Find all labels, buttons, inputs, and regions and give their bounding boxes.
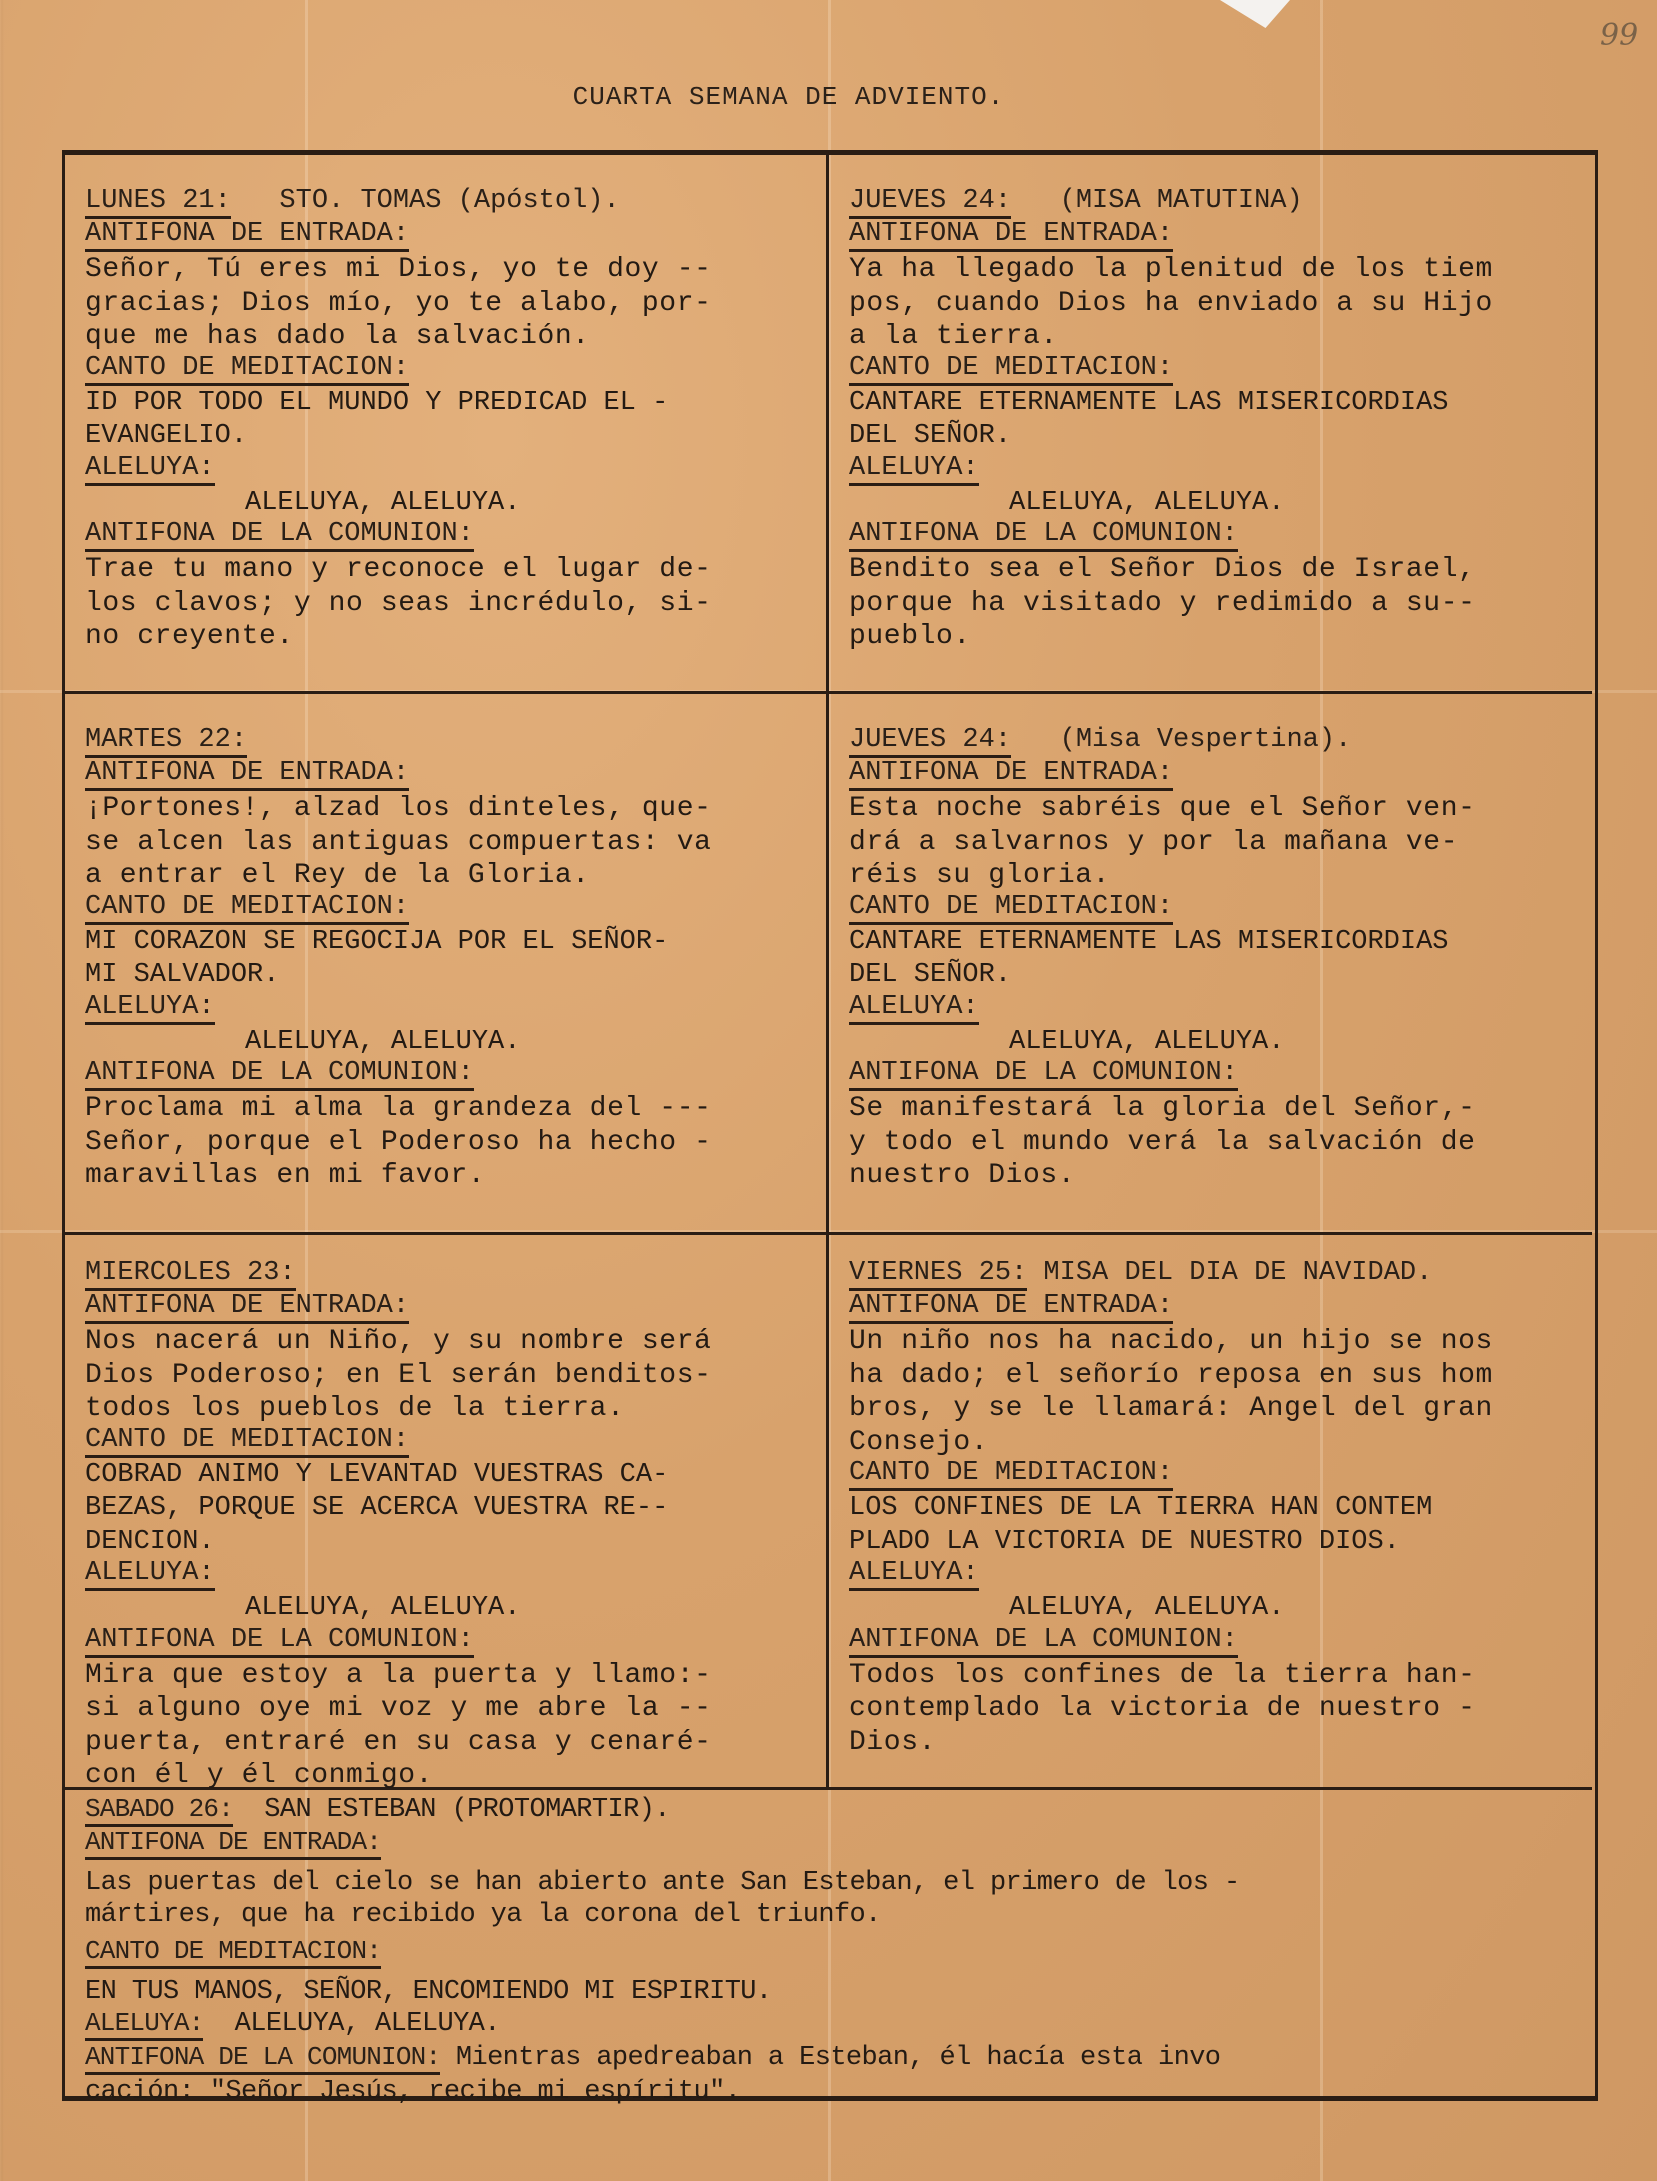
meditacion-label: CANTO DE MEDITACION: — [849, 354, 1173, 386]
comunion-label: ANTIFONA DE LA COMUNION: — [849, 1626, 1238, 1658]
entrada-text: pos, cuando Dios ha enviado a su Hijo — [849, 287, 1493, 319]
entrada-text: Las puertas del cielo se han abierto ante San Esteban, el primero de los - — [85, 1868, 1240, 1898]
day-cell-martes-22 — [65, 694, 829, 1235]
aleluya-text: ALELUYA, ALELUYA. — [203, 2009, 500, 2039]
entrada-text: que me has dado la salvación. — [85, 321, 590, 352]
aleluya-label: ALELUYA: — [849, 454, 979, 486]
comunion-label: ANTIFONA DE LA COMUNION: — [85, 1626, 474, 1658]
meditacion-text: LOS CONFINES DE LA TIERRA HAN CONTEM — [849, 1493, 1433, 1523]
comunion-text: pueblo. — [849, 621, 971, 652]
entrada-text: bros, y se le llamará: Angel del gran — [849, 1393, 1493, 1424]
comunion-text: Mientras apedreaban a Esteban, él hacía esta invo — [440, 2043, 1221, 2073]
entrada-text: drá a salvarnos y por la mañana ve- — [849, 826, 1459, 858]
entrada-text: gracias; Dios mío, yo te alabo, por- — [85, 287, 712, 319]
aleluya-label: ALELUYA: — [849, 1559, 979, 1591]
comunion-text: contemplado la victoria de nuestro - — [849, 1693, 1476, 1724]
comunion-label: ANTIFONA DE LA COMUNION: — [85, 1059, 474, 1091]
aleluya-text: ALELUYA, ALELUYA. — [245, 1026, 521, 1057]
aleluya-label: ALELUYA: — [85, 1559, 215, 1591]
meditacion-text: DEL SEÑOR. — [849, 960, 1012, 990]
meditacion-label: CANTO DE MEDITACION: — [85, 1937, 381, 1969]
entrada-label: ANTIFONA DE ENTRADA: — [849, 759, 1173, 791]
meditacion-text: PLADO LA VICTORIA DE NUESTRO DIOS. — [849, 1526, 1400, 1557]
meditacion-label: CANTO DE MEDITACION: — [85, 354, 409, 386]
meditacion-text: DENCION. — [85, 1526, 215, 1557]
comunion-text: los clavos; y no seas incrédulo, si- — [85, 587, 712, 619]
aleluya-label: ALELUYA: — [849, 993, 979, 1025]
entrada-text: mártires, que ha recibido ya la corona del triunfo. — [85, 1900, 881, 1930]
comunion-label: ANTIFONA DE LA COMUNION: — [849, 1059, 1238, 1091]
aleluya-label: ALELUYA: — [85, 454, 215, 486]
day-cell-sabado-26 — [65, 1790, 1595, 2107]
entrada-text: ¡Portones!, alzad los dinteles, que- — [85, 793, 712, 824]
meditacion-text: ID POR TODO EL MUNDO Y PREDICAD EL - — [85, 387, 669, 418]
day-heading: SABADO 26: — [85, 1795, 233, 1827]
day-cell-lunes-21 — [65, 155, 829, 694]
day-cell-jueves-24-vespertina — [829, 694, 1592, 1235]
comunion-label: ANTIFONA DE LA COMUNION: — [85, 520, 474, 552]
meditacion-text: CANTARE ETERNAMENTE LAS MISERICORDIAS — [849, 387, 1449, 418]
entrada-text: ha dado; el señorío reposa en sus hom — [849, 1359, 1493, 1391]
entrada-text: Señor, Tú eres mi Dios, yo te doy -- — [85, 254, 712, 285]
day-cell-miercoles-23 — [65, 1235, 829, 1790]
comunion-text: si alguno oye mi voz y me abre la -- — [85, 1693, 712, 1724]
aleluya-label: ALELUYA: — [85, 2009, 203, 2041]
aleluya-text: ALELUYA, ALELUYA. — [245, 1593, 521, 1623]
meditacion-text: BEZAS, PORQUE SE ACERCA VUESTRA RE-- — [85, 1493, 669, 1523]
day-heading: JUEVES 24: — [849, 726, 1011, 758]
comunion-text: no creyente. — [85, 621, 294, 652]
meditacion-text: EVANGELIO. — [85, 421, 248, 451]
entrada-text: Un niño nos ha nacido, un hijo se nos — [849, 1326, 1493, 1357]
meditacion-label: CANTO DE MEDITACION: — [85, 1426, 409, 1458]
comunion-label: ANTIFONA DE LA COMUNION: — [85, 2043, 440, 2075]
comunion-text: Todos los confines de la tierra han- — [849, 1659, 1476, 1691]
day-subtitle: STO. TOMAS (Apóstol). — [230, 186, 620, 216]
meditacion-text: MI SALVADOR. — [85, 960, 280, 990]
aleluya-text: ALELUYA, ALELUYA. — [245, 487, 521, 518]
entrada-text: Dios Poderoso; en El serán benditos- — [85, 1359, 712, 1391]
comunion-text: Proclama mi alma la grandeza del --- — [85, 1093, 712, 1124]
meditacion-text: EN TUS MANOS, SEÑOR, ENCOMIENDO MI ESPIRITU. — [85, 1977, 772, 2007]
day-subtitle: SAN ESTEBAN (PROTOMARTIR). — [233, 1795, 670, 1825]
entrada-text: Nos nacerá un Niño, y su nombre será — [85, 1326, 712, 1357]
aleluya-text: ALELUYA, ALELUYA. — [1009, 1593, 1285, 1623]
aleluya-label: ALELUYA: — [85, 993, 215, 1025]
meditacion-label: CANTO DE MEDITACION: — [85, 893, 409, 925]
entrada-label: ANTIFONA DE ENTRADA: — [85, 1292, 409, 1324]
day-heading: LUNES 21: — [85, 187, 231, 219]
meditacion-text: COBRAD ANIMO Y LEVANTAD VUESTRAS CA- — [85, 1459, 669, 1490]
day-heading: VIERNES 25: — [849, 1259, 1027, 1291]
page-title: CUARTA SEMANA DE ADVIENTO. — [572, 82, 1005, 112]
comunion-text: Dios. — [849, 1726, 937, 1758]
entrada-label: ANTIFONA DE ENTRADA: — [85, 220, 409, 252]
aleluya-text: ALELUYA, ALELUYA. — [1009, 1026, 1285, 1057]
aleluya-text: ALELUYA, ALELUYA. — [1009, 487, 1285, 518]
meditacion-label: CANTO DE MEDITACION: — [849, 893, 1173, 925]
comunion-text: y todo el mundo verá la salvación de — [849, 1126, 1476, 1158]
day-cell-viernes-25 — [829, 1235, 1592, 1790]
comunion-text: con él y él conmigo. — [85, 1760, 434, 1791]
comunion-text: puerta, entraré en su casa y cenaré- — [85, 1726, 712, 1758]
comunion-text: cación: "Señor Jesús, recibe mi espíritu". — [85, 2077, 741, 2107]
meditacion-text: CANTARE ETERNAMENTE LAS MISERICORDIAS — [849, 926, 1449, 957]
comunion-text: Se manifestará la gloria del Señor,- — [849, 1093, 1476, 1124]
comunion-text: nuestro Dios. — [849, 1160, 1076, 1191]
entrada-label: ANTIFONA DE ENTRADA: — [849, 220, 1173, 252]
day-subtitle: (Misa Vespertina). — [1011, 725, 1352, 755]
comunion-text: Trae tu mano y reconoce el lugar de- — [85, 554, 712, 585]
entrada-text: Esta noche sabréis que el Señor ven- — [849, 793, 1476, 824]
entrada-label: ANTIFONA DE ENTRADA: — [849, 1292, 1173, 1324]
day-heading: MARTES 22: — [85, 726, 247, 758]
entrada-text: réis su gloria. — [849, 860, 1111, 891]
comunion-text: Mira que estoy a la puerta y llamo:- — [85, 1659, 712, 1691]
entrada-label: ANTIFONA DE ENTRADA: — [85, 1828, 381, 1860]
page-number: 99 — [1600, 18, 1639, 53]
day-heading: MIERCOLES 23: — [85, 1259, 296, 1291]
day-subtitle: MISA DEL DIA DE NAVIDAD. — [1027, 1258, 1433, 1288]
entrada-text: Ya ha llegado la plenitud de los tiem — [849, 254, 1493, 285]
day-heading: JUEVES 24: — [849, 187, 1011, 219]
entrada-text: Consejo. — [849, 1426, 989, 1458]
entrada-text: se alcen las antiguas compuertas: va — [85, 826, 712, 858]
comunion-text: maravillas en mi favor. — [85, 1160, 486, 1191]
comunion-text: Bendito sea el Señor Dios de Israel, — [849, 554, 1476, 585]
comunion-text: porque ha visitado y redimido a su-- — [849, 587, 1476, 619]
entrada-text: todos los pueblos de la tierra. — [85, 1393, 625, 1424]
comunion-label: ANTIFONA DE LA COMUNION: — [849, 520, 1238, 552]
comunion-text: Señor, porque el Poderoso ha hecho - — [85, 1126, 712, 1158]
paper-tear — [1220, 0, 1290, 28]
entrada-label: ANTIFONA DE ENTRADA: — [85, 759, 409, 791]
meditacion-text: MI CORAZON SE REGOCIJA POR EL SEÑOR- — [85, 926, 669, 957]
entrada-text: a entrar el Rey de la Gloria. — [85, 860, 590, 891]
meditacion-label: CANTO DE MEDITACION: — [849, 1459, 1173, 1491]
entrada-text: a la tierra. — [849, 321, 1058, 352]
day-cell-jueves-24-matutina — [829, 155, 1592, 694]
meditacion-text: DEL SEÑOR. — [849, 421, 1012, 451]
day-subtitle: (MISA MATUTINA) — [1011, 186, 1303, 216]
liturgy-table — [62, 150, 1598, 2107]
